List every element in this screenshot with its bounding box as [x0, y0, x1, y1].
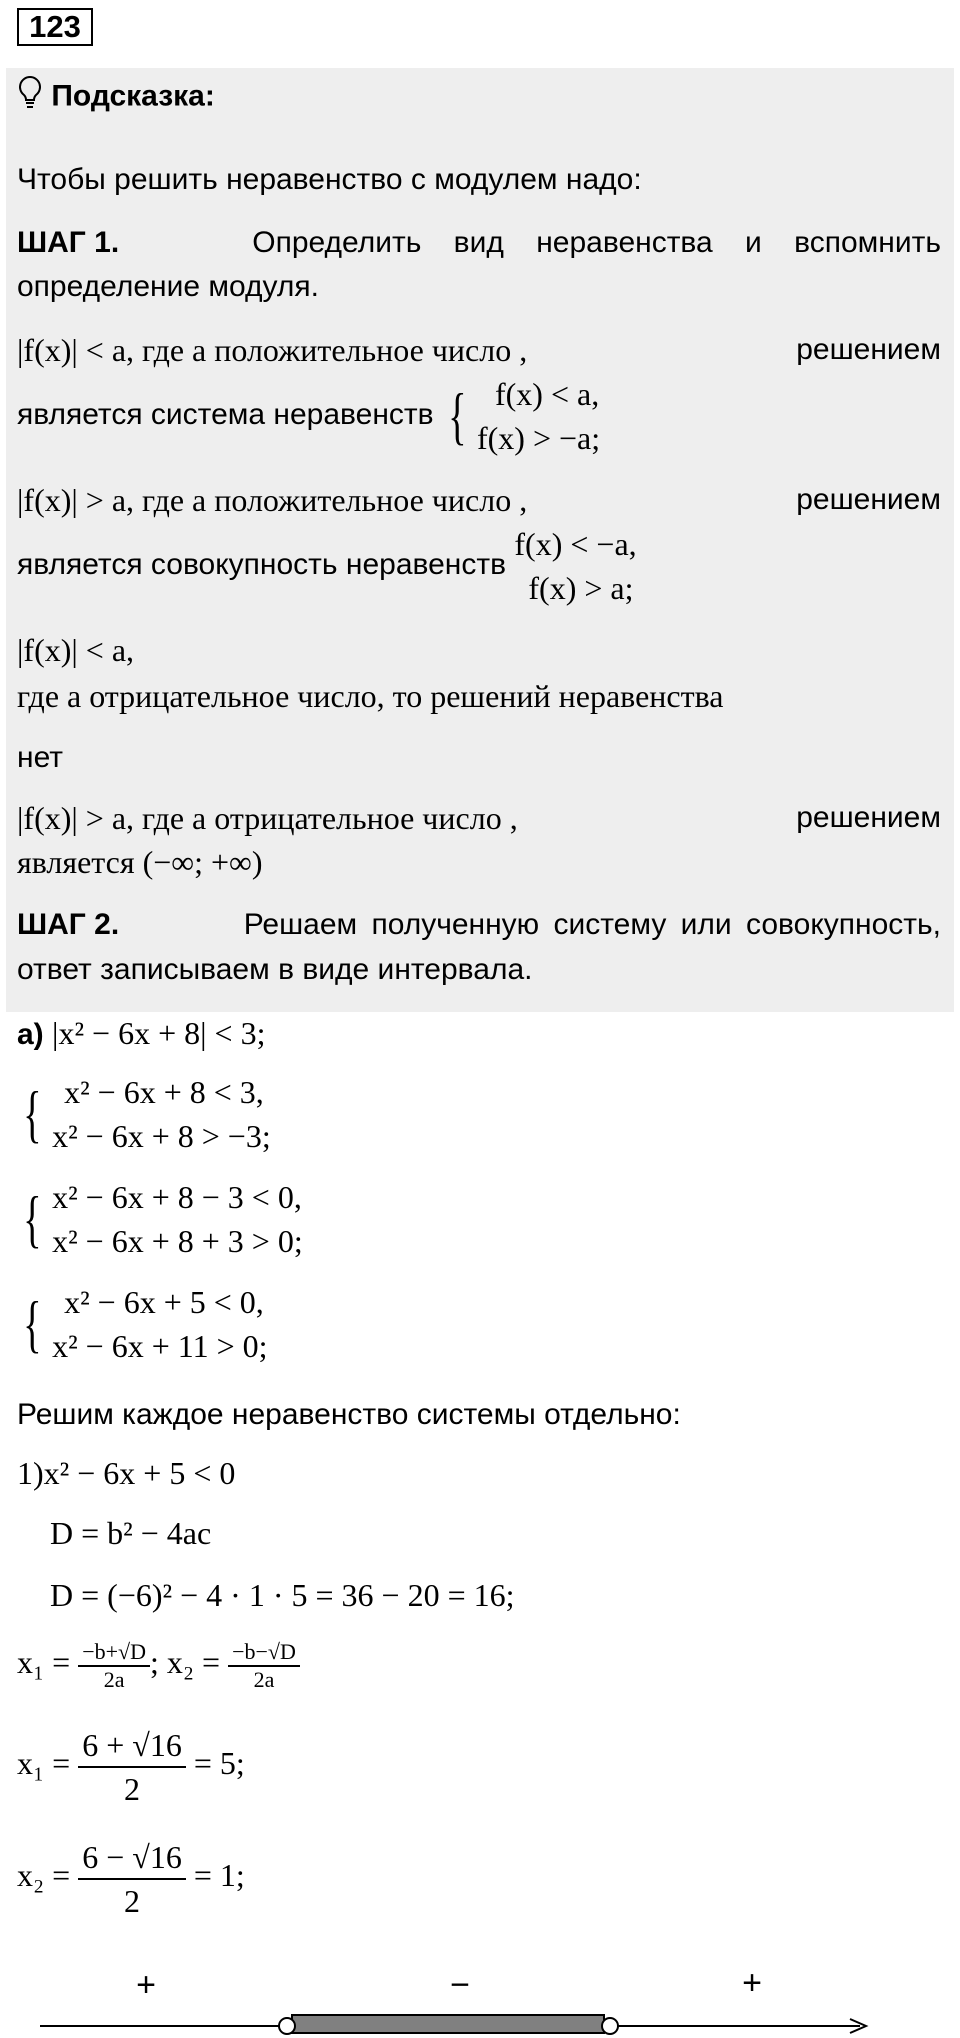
system-brace: {	[23, 1288, 42, 1359]
case1-row	[17, 330, 941, 370]
case2-word: решением	[796, 483, 941, 516]
step2-text-b: ответ записываем в виде интервала.	[17, 953, 533, 986]
roots-x1-frac	[78, 1639, 150, 1693]
roots-x2-num: −b−√D	[228, 1639, 300, 1667]
x1-den: 2	[124, 1770, 140, 1807]
case1-sys1: f(x) < a,	[494, 376, 600, 412]
step2-row	[17, 905, 941, 945]
case1-math: |f(x)| < a, где a положительное число ,	[17, 332, 528, 368]
system-c	[17, 1280, 268, 1368]
part-label: а)	[17, 1018, 44, 1051]
part-a-row	[17, 1013, 265, 1055]
lightbulb-icon	[17, 75, 43, 120]
roots-x1-num: −b+√D	[78, 1639, 150, 1667]
step1-text-b: определение модуля.	[17, 270, 319, 303]
x2-frac	[78, 1836, 186, 1922]
system-brace: {	[23, 1078, 42, 1149]
x1-num: 6 + √16	[78, 1724, 186, 1768]
x2-num: 6 − √16	[78, 1836, 186, 1880]
system-brace: {	[23, 1183, 42, 1254]
system-a-line2: x² − 6x + 8 > −3;	[52, 1118, 271, 1154]
case2-row	[17, 480, 941, 520]
x1-rhs: = 5;	[193, 1745, 245, 1781]
number-line	[0, 1958, 960, 2038]
case4-lead: является (−∞; +∞)	[17, 844, 263, 880]
x2-row	[17, 1830, 245, 1922]
hint-title: Подсказка:	[51, 79, 215, 113]
case2-set2: f(x) > a;	[528, 570, 634, 606]
case3-math: |f(x)| < a,	[17, 632, 135, 668]
case2-set	[514, 522, 636, 610]
step2-label: ШАГ 2.	[17, 908, 120, 941]
point-1	[279, 2018, 295, 2034]
case1-sys2: f(x) > −a;	[476, 420, 601, 456]
x1-lhs: x₁ =	[17, 1745, 71, 1781]
part-expression: |x² − 6x + 8| < 3;	[52, 1015, 266, 1051]
disc-value: D = (−6)² − 4 · 1 · 5 = 36 − 20 = 16;	[50, 1577, 515, 1613]
hint-title-row	[17, 75, 215, 120]
separate-text: Решим каждое неравенство системы отдельно:	[17, 1398, 681, 1431]
case2-lead: является совокупность неравенств	[17, 547, 507, 581]
problem-number: 123	[17, 8, 93, 46]
case3-text: где a отрицательное число, то решений неравенства	[17, 678, 724, 714]
case1-system	[477, 372, 600, 460]
step1-label: ШАГ 1.	[17, 226, 120, 259]
sign-mid: −	[450, 1966, 470, 2004]
item1: 1)x² − 6x + 5 < 0	[17, 1455, 236, 1491]
disc-formula: D = b² − 4ac	[50, 1515, 212, 1551]
roots-x1-lhs: x₁ =	[17, 1644, 71, 1680]
x2-lhs: x₂ =	[17, 1857, 71, 1893]
case4-row	[17, 798, 941, 838]
system-b-line1: x² − 6x + 8 − 3 < 0,	[52, 1179, 302, 1215]
system-a-line1: x² − 6x + 8 < 3,	[64, 1074, 264, 1110]
step1-row	[17, 223, 941, 263]
hint-intro: Чтобы решить неравенство с модулем надо:	[17, 163, 642, 196]
case4-word: решением	[796, 801, 941, 834]
case4-math: |f(x)| > a, где a отрицательное число ,	[17, 800, 518, 836]
x1-frac	[78, 1724, 186, 1810]
system-c-line1: x² − 6x + 5 < 0,	[64, 1284, 264, 1320]
sign-left: +	[136, 1966, 156, 2004]
roots-x2-den: 2a	[253, 1666, 275, 1692]
roots-x2-frac	[228, 1639, 300, 1693]
x2-den: 2	[124, 1882, 140, 1919]
x1-row	[17, 1718, 245, 1810]
case1-word: решением	[796, 333, 941, 366]
case3-end: нет	[17, 741, 63, 774]
step1-text-a: Определить вид неравенства и вспомнить	[252, 226, 941, 259]
roots-formula	[17, 1632, 300, 1693]
case1-lead: является система неравенств	[17, 397, 434, 431]
solution-interval	[292, 2015, 604, 2033]
system-a	[17, 1070, 271, 1158]
system-b	[17, 1175, 303, 1263]
roots-x2-lhs: ; x₂ =	[149, 1644, 221, 1680]
step2-text-a: Решаем полученную систему или совокупность,	[243, 908, 941, 941]
system-b-line2: x² − 6x + 8 + 3 > 0;	[52, 1223, 303, 1259]
roots-x1-den: 2a	[103, 1666, 125, 1692]
case2-set1: f(x) < −a,	[514, 526, 637, 562]
case2-math: |f(x)| > a, где a положительное число ,	[17, 482, 528, 518]
case1-system-row	[17, 372, 600, 460]
sign-right: +	[742, 1964, 762, 2002]
x2-rhs: = 1;	[193, 1857, 245, 1893]
point-5	[602, 2018, 618, 2034]
system-c-line2: x² − 6x + 11 > 0;	[52, 1328, 268, 1364]
case2-set-row	[17, 522, 637, 610]
system-brace: {	[448, 380, 467, 451]
